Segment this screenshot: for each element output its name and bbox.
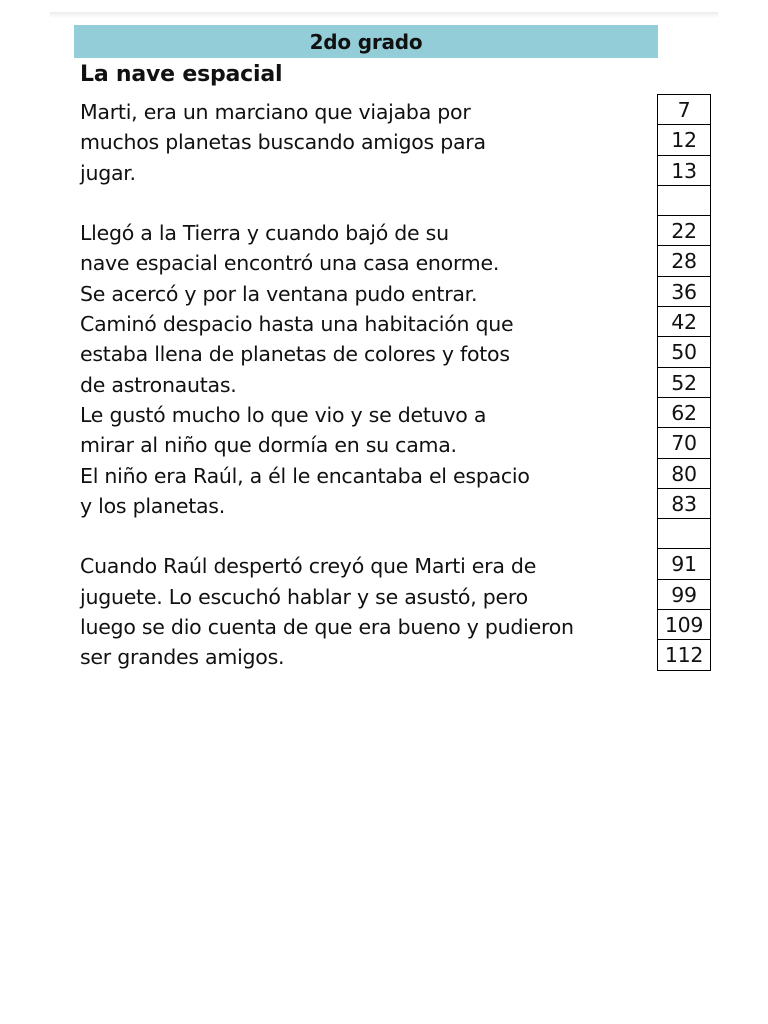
passage-line: Marti, era un marciano que viajaba por <box>80 100 471 124</box>
passage-line: juguete. Lo escuchó hablar y se asustó, pero <box>80 584 528 609</box>
passage-line: nave espacial encontró una casa enorme. <box>80 251 500 276</box>
word-count-cell: 70 <box>658 428 710 458</box>
word-count-cell: 99 <box>658 580 710 610</box>
passage-line: mirar al niño que dormía en su cama. <box>80 433 457 458</box>
word-count-cell: 109 <box>658 610 710 640</box>
word-count-cell: 13 <box>658 156 710 186</box>
word-count-cell: 12 <box>658 125 710 155</box>
word-count-cell: 36 <box>658 277 710 307</box>
passage-line: Llegó a la Tierra y cuando bajó de su <box>80 221 449 246</box>
word-count-cell: 28 <box>658 246 710 276</box>
passage-line: estaba llena de planetas de colores y fotos <box>80 342 510 367</box>
word-count-cell: 62 <box>658 398 710 428</box>
word-count-empty-cell <box>658 519 710 549</box>
word-count-cell: 83 <box>658 489 710 519</box>
word-count-cell: 22 <box>658 216 710 246</box>
word-count-cell: 42 <box>658 307 710 337</box>
word-count-column <box>657 94 711 671</box>
passage-line: muchos planetas buscando amigos para <box>80 130 486 155</box>
passage-line: El niño era Raúl, a él le encantaba el espacio <box>80 463 530 488</box>
passage-line: Le gustó mucho lo que vio y se detuvo a <box>80 402 487 427</box>
word-count-empty-cell <box>658 186 710 216</box>
word-count-cell: 91 <box>658 549 710 579</box>
passage-line: luego se dio cuenta de que era bueno y pudieron <box>80 615 574 640</box>
passage-line: jugar. <box>80 160 136 185</box>
word-count-cell: 52 <box>658 368 710 398</box>
story-title: La nave espacial <box>80 62 283 87</box>
passage-line: ser grandes amigos. <box>80 645 285 670</box>
passage-line: Cuando Raúl despertó creyó que Marti era de <box>80 554 537 579</box>
word-count-cell: 112 <box>664 643 704 668</box>
passage-line: y los planetas. <box>80 493 226 518</box>
grade-header <box>74 25 658 58</box>
word-count-cell: 80 <box>658 459 710 489</box>
story-passage <box>80 97 640 673</box>
word-count-cell: 50 <box>658 337 710 367</box>
passage-line: Caminó despacio hasta una habitación que <box>80 312 514 337</box>
word-count-cell: 7 <box>658 95 710 125</box>
grade-label: 2do grado <box>309 29 423 54</box>
page-top-edge <box>50 12 718 18</box>
passage-blank-line <box>80 188 640 218</box>
passage-line: Se acercó y por la ventana pudo entrar. <box>80 281 478 306</box>
passage-blank-line <box>80 521 640 551</box>
passage-line: de astronautas. <box>80 372 237 397</box>
